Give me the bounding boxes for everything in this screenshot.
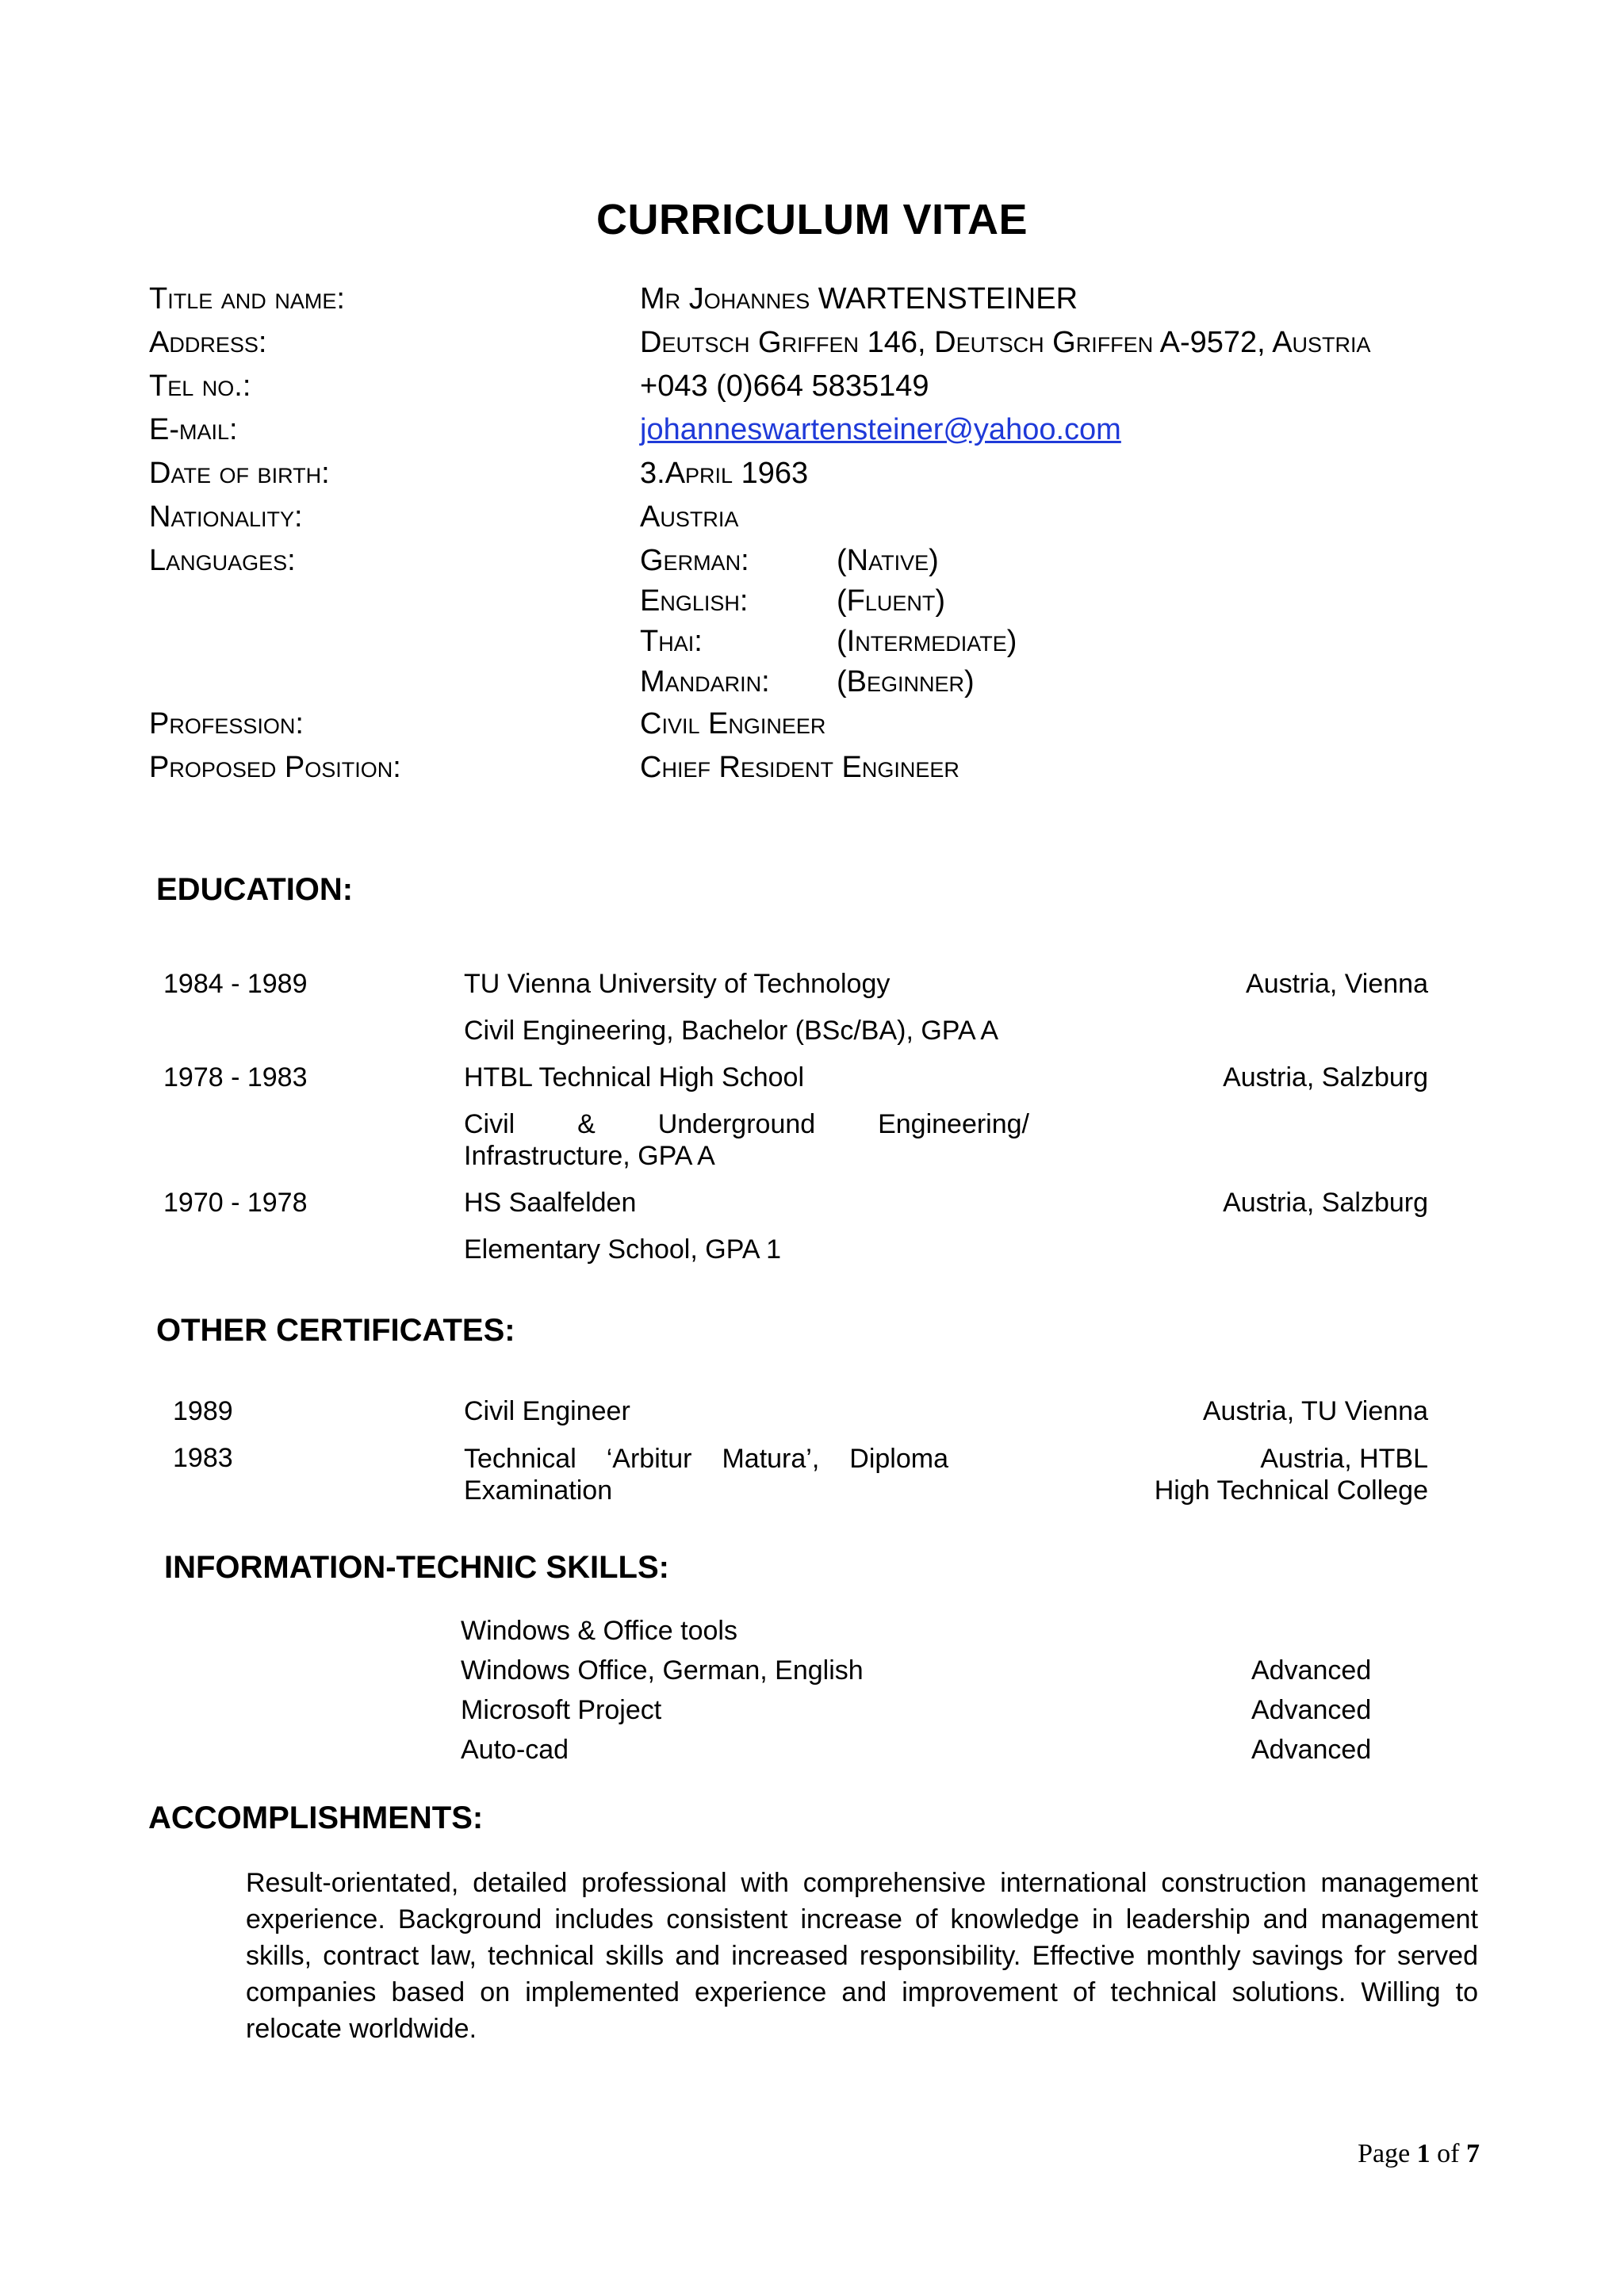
language-level: (Intermediate) <box>837 625 1017 658</box>
certificate-year: 1983 <box>173 1443 233 1473</box>
page-word: Page <box>1358 2139 1411 2168</box>
certificate-location-line: Austria, HTBL <box>1260 1444 1428 1474</box>
education-location: Austria, Salzburg <box>1223 1062 1428 1093</box>
certificate-year: 1989 <box>173 1396 233 1426</box>
education-years: 1978 - 1983 <box>163 1062 308 1093</box>
language-level: (Native) <box>837 544 939 577</box>
education-detail-line: Infrastructure, GPA A <box>464 1141 715 1171</box>
nationality-label: Nationality: <box>149 500 303 534</box>
languages-label: Languages: <box>149 544 296 577</box>
education-school: TU Vienna University of Technology <box>464 969 891 999</box>
certificate-title-line: Examination <box>464 1475 613 1506</box>
certificates-heading: OTHER CERTIFICATES: <box>156 1313 515 1348</box>
accomplishments-text: Result-orientated, detailed professional with comprehensive international construction management experience. Background includes consistent increase of knowledge in leadership and management skills, contract law, technical skills and increased responsibility. Effective monthly savings for served companies based on implemented experience and improvement of technical solutions. Willing to relocate worldwide. <box>246 1868 1478 2044</box>
certificate-location: Austria, TU Vienna <box>1202 1396 1428 1426</box>
document-title: CURRICULUM VITAE <box>596 196 1028 243</box>
education-detail: Civil Engineering, Bachelor (BSc/BA), GPA A <box>464 1016 999 1046</box>
education-location: Austria, Salzburg <box>1223 1188 1428 1218</box>
dob-value: 3.April 1963 <box>640 457 809 490</box>
it-skill-name: Microsoft Project <box>461 1695 662 1725</box>
education-years: 1984 - 1989 <box>163 969 308 999</box>
position-label: Proposed Position: <box>149 751 401 784</box>
it-skill-name: Auto-cad <box>461 1735 569 1765</box>
certificate-title <box>464 1443 948 1506</box>
language-level: (Fluent) <box>837 584 946 618</box>
education-detail: Elementary School, GPA 1 <box>464 1234 782 1265</box>
profession-value: Civil Engineer <box>640 707 826 740</box>
of-word: of <box>1437 2139 1460 2168</box>
it-skill-name: Windows Office, German, English <box>461 1655 864 1686</box>
email-link[interactable]: johanneswartensteiner@yahoo.com <box>640 413 1121 446</box>
page-number <box>1358 2139 1480 2169</box>
page-total: 7 <box>1466 2139 1480 2168</box>
position-value: Chief Resident Engineer <box>640 751 959 784</box>
education-years: 1970 - 1978 <box>163 1188 308 1218</box>
language-name: German: <box>640 544 749 577</box>
education-detail-line: Civil & Underground Engineering/ <box>464 1109 1029 1139</box>
name-label: Title and name: <box>149 282 345 316</box>
education-school: HS Saalfelden <box>464 1188 637 1218</box>
education-heading: EDUCATION: <box>156 872 354 907</box>
certificate-location <box>1155 1443 1428 1506</box>
language-name: English: <box>640 584 749 618</box>
nationality-value: Austria <box>640 500 739 534</box>
certificate-title-line: Technical ‘Arbitur Matura’, Diploma <box>464 1444 948 1474</box>
tel-label: Tel no.: <box>149 369 251 403</box>
it-skill-name: Windows & Office tools <box>461 1616 737 1646</box>
education-detail <box>464 1108 1029 1172</box>
it-skill-level: Advanced <box>1251 1695 1372 1725</box>
language-name: Thai: <box>640 625 703 658</box>
it-skill-level: Advanced <box>1251 1655 1372 1686</box>
language-name: Mandarin: <box>640 665 770 698</box>
address-value: Deutsch Griffen 146, Deutsch Griffen A-9572, Austria <box>640 326 1371 359</box>
profession-label: Profession: <box>149 707 304 740</box>
it-skills-heading: INFORMATION-TECHNIC SKILLS: <box>164 1550 669 1585</box>
tel-value: +043 (0)664 5835149 <box>640 369 929 403</box>
it-skill-level: Advanced <box>1251 1735 1372 1765</box>
language-level: (Beginner) <box>837 665 975 698</box>
education-school: HTBL Technical High School <box>464 1062 805 1093</box>
education-location: Austria, Vienna <box>1246 969 1428 999</box>
certificate-location-line: High Technical College <box>1154 1475 1428 1506</box>
email-label: E-mail: <box>149 413 238 446</box>
certificate-title: Civil Engineer <box>464 1396 630 1426</box>
name-value: Mr Johannes WARTENSTEINER <box>640 282 1078 316</box>
dob-label: Date of birth: <box>149 457 330 490</box>
address-label: Address: <box>149 326 267 359</box>
page-current: 1 <box>1416 2139 1431 2168</box>
accomplishments-heading: ACCOMPLISHMENTS: <box>148 1800 484 1835</box>
